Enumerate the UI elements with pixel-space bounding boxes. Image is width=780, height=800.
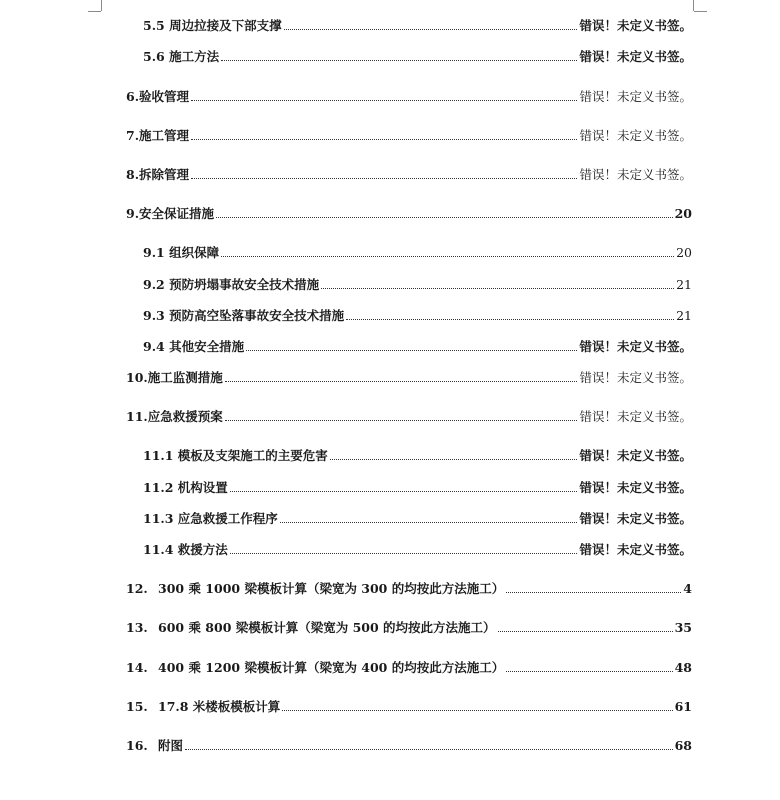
corner-mark-right-vertical [693,0,694,11]
toc-entry[interactable] [0,48,780,66]
toc-entry-page: 20 [676,245,692,260]
toc-entry[interactable] [0,447,780,465]
toc-entry-page: 错误！未定义书签。 [579,339,692,354]
toc-entry-page: 21 [676,277,692,292]
toc-leader-dots [225,420,578,421]
toc-leader-dots [230,553,578,554]
toc-entry[interactable] [0,541,780,559]
toc-entry-page: 20 [674,206,692,221]
toc-entry[interactable] [0,698,780,716]
toc-entry[interactable] [0,580,780,598]
toc-entry-title: 11.4 救援方法 [143,542,228,557]
toc-entry-page: 61 [674,699,692,714]
toc-entry[interactable] [0,510,780,528]
toc-leader-dots [221,60,577,61]
toc-entry-page: 错误！未定义书签。 [579,511,692,526]
toc-entry-number: 13. [126,620,148,635]
corner-mark-right-horizontal [694,11,707,12]
toc-entry[interactable] [0,166,780,184]
toc-leader-dots [506,592,681,593]
toc-entry-title: 5.6 施工方法 [143,49,220,64]
toc-entry-title: 400 乘 1200 梁模板计算（梁宽为 400 的均按此方法施工） [158,660,505,675]
toc-entry-title: 7.施工管理 [126,128,190,143]
toc-entry[interactable] [0,659,780,677]
toc-entry-title: 17.8 米楼板模板计算 [158,699,281,714]
toc-entry[interactable] [0,338,780,356]
toc-entry-title: 10.施工监测措施 [126,370,223,385]
toc-entry[interactable] [0,244,780,262]
toc-entry-title: 9.3 预防高空坠落事故安全技术措施 [143,308,345,323]
toc-leader-dots [185,749,673,750]
toc-entry-page: 48 [674,660,692,675]
toc-entry-title: 11.2 机构设置 [143,480,228,495]
toc-leader-dots [498,631,673,632]
toc-entry-title: 5.5 周边拉接及下部支撑 [143,18,282,33]
toc-entry-title: 9.2 预防坍塌事故安全技术措施 [143,277,320,292]
toc-entry[interactable] [0,17,780,35]
toc-entry[interactable] [0,369,780,387]
toc-entry-page: 错误！未定义书签。 [579,448,692,463]
toc-entry-page: 错误！未定义书签。 [579,480,692,495]
toc-leader-dots [216,217,673,218]
toc-entry-title: 9.1 组织保障 [143,245,220,260]
toc-entry-number: 15. [126,699,148,714]
toc-entry-page: 错误！未定义书签。 [579,49,692,64]
toc-leader-dots [191,139,577,140]
toc-leader-dots [282,710,672,711]
toc-entry-title: 300 乘 1000 梁模板计算（梁宽为 300 的均按此方法施工） [158,581,505,596]
toc-entry[interactable] [0,408,780,426]
toc-leader-dots [246,350,577,351]
toc-entry-title: 8.拆除管理 [126,167,190,182]
toc-entry-page: 错误！未定义书签。 [579,18,692,33]
toc-entry-page: 错误！未定义书签。 [579,409,692,424]
toc-entry[interactable] [0,88,780,106]
toc-leader-dots [230,491,578,492]
toc-leader-dots [191,100,577,101]
toc-entry[interactable] [0,127,780,145]
toc-entry[interactable] [0,479,780,497]
toc-entry-title: 9.4 其他安全措施 [143,339,245,354]
toc-leader-dots [330,459,578,460]
toc-entry[interactable] [0,276,780,294]
toc-entry-number: 12. [126,581,148,596]
toc-entry-title: 9.安全保证措施 [126,206,215,221]
toc-leader-dots [284,29,578,30]
toc-entry-page: 错误！未定义书签。 [579,128,692,143]
toc-entry-page: 错误！未定义书签。 [579,542,692,557]
toc-leader-dots [221,256,674,257]
toc-entry[interactable] [0,737,780,755]
toc-leader-dots [346,319,674,320]
toc-leader-dots [506,671,672,672]
toc-entry-title: 附图 [158,738,184,753]
toc-entry[interactable] [0,307,780,325]
toc-leader-dots [321,288,674,289]
toc-leader-dots [280,522,578,523]
toc-entry-title: 11.应急救援预案 [126,409,223,424]
toc-entry-page: 错误！未定义书签。 [579,89,692,104]
toc-entry-page: 21 [676,308,692,323]
toc-entry-number: 14. [126,660,148,675]
toc-leader-dots [191,178,577,179]
toc-entry-title: 11.3 应急救援工作程序 [143,511,278,526]
toc-entry-page: 错误！未定义书签。 [579,167,692,182]
corner-mark-left-horizontal [88,11,101,12]
toc-entry-page: 错误！未定义书签。 [579,370,692,385]
toc-entry-title: 6.验收管理 [126,89,190,104]
toc-leader-dots [225,381,578,382]
toc-entry-page: 68 [674,738,692,753]
toc-entry[interactable] [0,205,780,223]
toc-entry-number: 16. [126,738,148,753]
toc-entry-title: 11.1 模板及支架施工的主要危害 [143,448,328,463]
corner-mark-left-vertical [101,0,102,11]
toc-entry-page: 4 [683,581,692,596]
toc-entry[interactable] [0,619,780,637]
toc-entry-page: 35 [674,620,692,635]
toc-entry-title: 600 乘 800 梁模板计算（梁宽为 500 的均按此方法施工） [158,620,496,635]
